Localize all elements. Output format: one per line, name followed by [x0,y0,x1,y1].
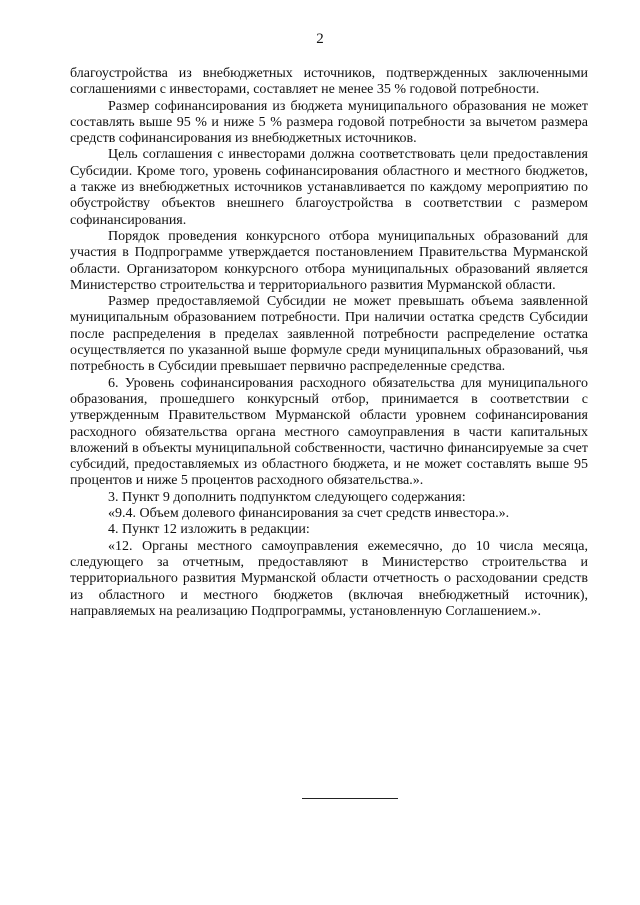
paragraph-8: «9.4. Объем долевого финансирования за счет средств инвестора.». [108,506,510,522]
paragraph-6: 6. Уровень софинансирования расходного обязательства для муниципального образования, прошедшего конкурсный отбор, принимается в соответствии с утвержденным Правительством Мурманской области уровнем софинансирования расходного обязательства органа местного самоуправления в части капитальных вложений в объекты муниципальной собственности, частично финансируемые за счет субсидий, предоставляемых из областного бюджета, и не может составлять выше 95 процентов и ниже 5 процентов расходного обязательства.». [70,375,588,489]
paragraph-5: Размер предоставляемой Субсидии не может превышать объема заявленной муниципальным образованием потребности. При наличии остатка средств Субсидии после распределения в пределах заявленной потребности распределение остатка осуществляется по указанной выше формуле среди муниципальных образований, чья потребность в Субсидии превышает первично распределенные средства. [70,294,588,375]
paragraph-9: 4. Пункт 12 изложить в редакции: [108,522,310,538]
document-body [70,66,588,620]
paragraph-3: Цель соглашения с инвесторами должна соответствовать цели предоставления Субсидии. Кроме того, уровень софинансирования областного и местного бюджетов, а также из внебюджетных источников устанавливается по каждому мероприятию по обустройству объектов внешнего благоустройства в соответствии с размером софинансирования. [70,147,588,228]
paragraph-2: Размер софинансирования из бюджета муниципального образования не может составлять выше 95 % и ниже 5 % размера годовой потребности за вычетом размера средств софинансирования из внебюджетных источников. [70,98,588,147]
paragraph-10: «12. Органы местного самоуправления ежемесячно, до 10 числа месяца, следующего за отчетным, предоставляют в Министерство строительства и территориального развития Мурманской области отчетность о расходовании средств из областного и местного бюджетов (включая внебюджетный источник), направляемых на реализацию Подпрограммы, установленную Соглашением.». [70,538,588,619]
paragraph-7: 3. Пункт 9 дополнить подпунктом следующего содержания: [108,489,466,505]
end-separator-line [302,798,398,799]
page-number: 2 [316,31,324,47]
paragraph-4: Порядок проведения конкурсного отбора муниципальных образований для участия в Подпрограмме утверждается постановлением Правительства Мурманской области. Организатором конкурсного отбора муниципальных образований является Министерство строительства и территориального развития Мурманской области. [70,228,588,293]
paragraph-1: благоустройства из внебюджетных источников, подтвержденных заключенными соглашениями с инвесторами, составляет не менее 35 % годовой потребности. [70,66,588,98]
